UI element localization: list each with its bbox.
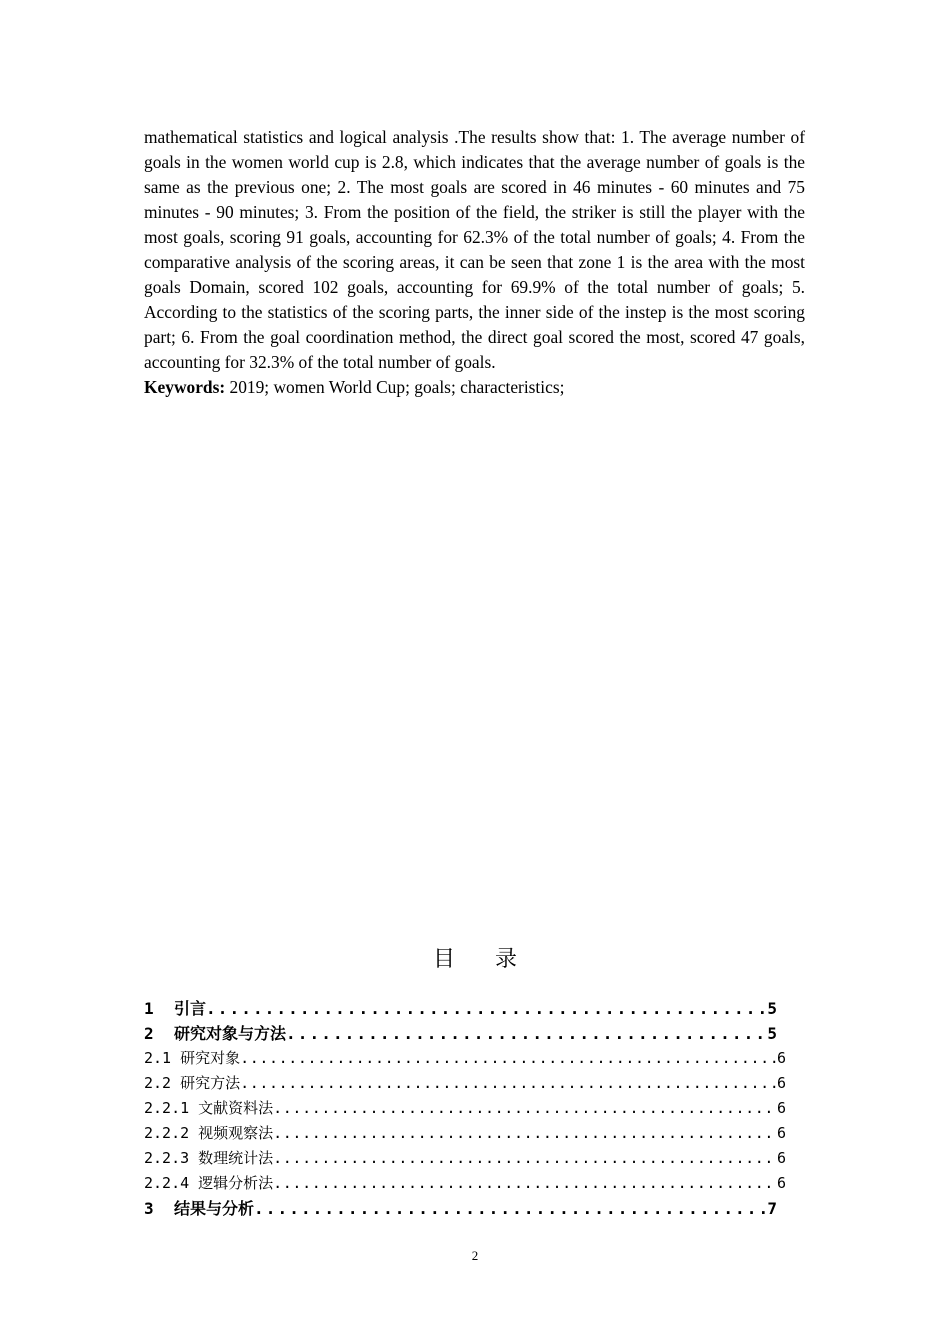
toc-entry[interactable] [144, 1021, 777, 1046]
toc-entry-number: 2 [144, 1024, 154, 1043]
toc-entry-title: 视频观察法 [198, 1124, 274, 1142]
toc-entry-number: 2.2 [144, 1074, 172, 1092]
toc-entry-title: 结果与分析 [174, 1199, 255, 1218]
toc-entry-page: 6 [776, 1099, 786, 1117]
toc-title: 目录 [432, 947, 557, 972]
toc-entry-number: 2.2.2 [144, 1124, 190, 1142]
toc-entry-page: 6 [776, 1049, 786, 1067]
toc-leader-dots [273, 1146, 777, 1171]
toc-leader-dots [286, 1021, 767, 1046]
toc-entry-page: 6 [776, 1074, 786, 1092]
toc-entry-title: 引言 [174, 999, 207, 1018]
keywords-value: 2019; women World Cup; goals; characteristics; [225, 377, 565, 397]
toc-leader-dots [240, 1071, 777, 1096]
toc-leader-dots [273, 1171, 777, 1196]
toc-entry-page: 6 [776, 1149, 786, 1167]
toc-leader-dots [273, 1121, 777, 1146]
toc-entry-title: 研究方法 [180, 1074, 241, 1092]
toc-entry-number: 2.2.1 [144, 1099, 190, 1117]
toc-entry-page: 6 [776, 1174, 786, 1192]
toc-leader-dots [273, 1096, 777, 1121]
toc-entry[interactable] [144, 1171, 786, 1196]
abstract-body: mathematical statistics and logical analysis .The results show that: 1. The average number of goals in the women world cup is 2.8, which indicates that the average number of goals is the same as the previous one; 2. The most goals are scored in 46 minutes - 60 minutes and 75 minutes - 90 minutes; 3. From the position of the field, the striker is still the player with the most goals, scoring 91 goals, accounting for 62.3% of the total number of goals; 4. From the comparative analysis of the scoring areas, it can be seen that zone 1 is the area with the most goals Domain, scored 102 goals, accounting for 69.9% of the total number of goals; 5. According to the statistics of the scoring parts, the inner side of the instep is the most scoring part; 6. From the goal coordination method, the direct goal scored the most, scored 47 goals, accounting for 32.3% of the total number of goals. [144, 127, 805, 372]
toc-entry-title: 文献资料法 [198, 1099, 274, 1117]
toc-leader-dots [240, 1046, 777, 1071]
table-of-contents [144, 996, 786, 1221]
toc-entry-number: 2.1 [144, 1049, 172, 1067]
toc-entry-title: 数理统计法 [198, 1149, 274, 1167]
toc-entry-page: 5 [767, 999, 777, 1018]
toc-entry[interactable] [144, 1196, 777, 1221]
toc-leader-dots [206, 996, 767, 1021]
toc-entry-title: 研究对象 [180, 1049, 241, 1067]
toc-entry[interactable] [144, 1096, 786, 1121]
toc-entry-page: 6 [776, 1124, 786, 1142]
toc-entry[interactable] [144, 1046, 786, 1071]
toc-entry-title: 研究对象与方法 [174, 1024, 287, 1043]
toc-leader-dots [254, 1196, 767, 1221]
toc-entry-number: 3 [144, 1199, 154, 1218]
toc-entry-title: 逻辑分析法 [198, 1174, 274, 1192]
toc-entry-page: 7 [767, 1199, 777, 1218]
toc-entry-number: 1 [144, 999, 154, 1018]
toc-entry[interactable] [144, 1071, 786, 1096]
toc-entry[interactable] [144, 1146, 786, 1171]
page-number: 2 [471, 1248, 479, 1263]
keywords-label: Keywords: [144, 377, 226, 397]
toc-entry-number: 2.2.4 [144, 1174, 190, 1192]
toc-entry[interactable] [144, 996, 777, 1021]
toc-entry-number: 2.2.3 [144, 1149, 190, 1167]
keywords-line [144, 375, 805, 400]
english-abstract [144, 125, 805, 400]
toc-entry-page: 5 [767, 1024, 777, 1043]
toc-entry[interactable] [144, 1121, 786, 1146]
